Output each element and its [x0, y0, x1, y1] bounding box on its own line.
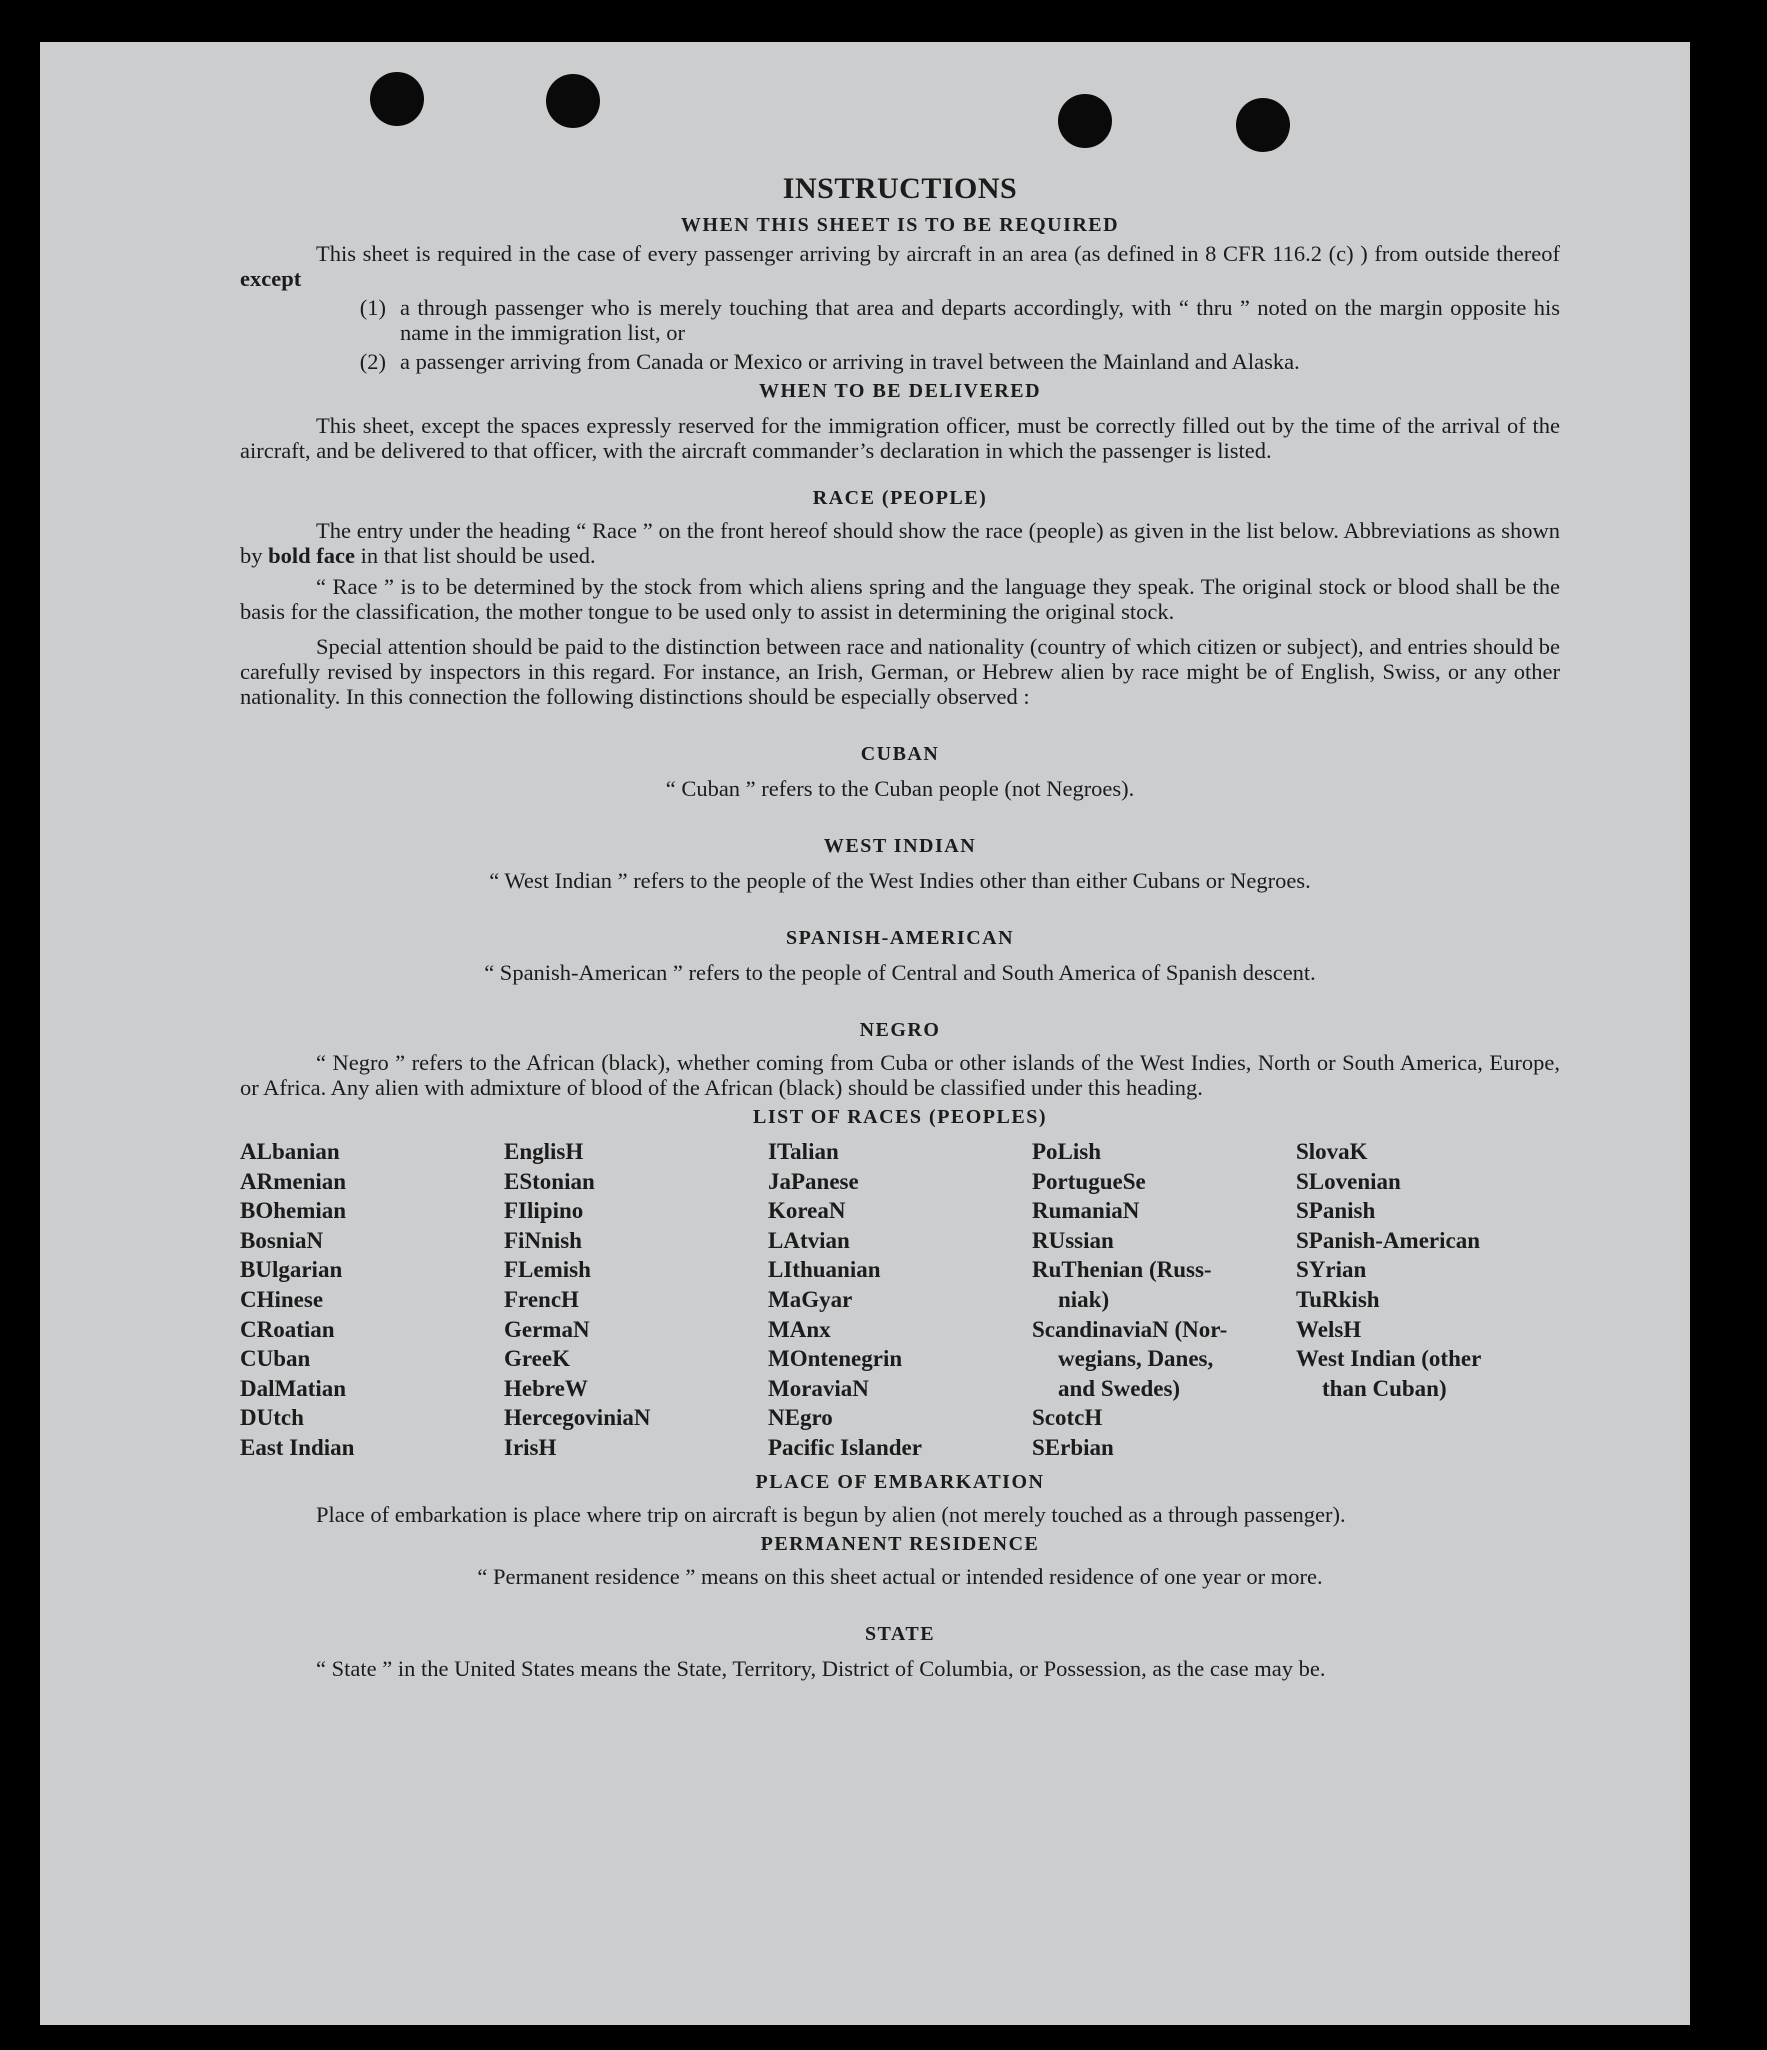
section-heading-state: STATE — [864, 1622, 936, 1645]
document-page — [40, 42, 1690, 2025]
race-entry: LIthuanian — [768, 1257, 881, 1283]
race-entry: IrisH — [504, 1434, 557, 1460]
state-text: “ State ” in the United States means the State, Territory, District of Columbia, or Possession, as the case may be. — [316, 1655, 1326, 1681]
instructions-body — [240, 172, 1560, 1685]
race-entry: DUtch — [240, 1405, 304, 1431]
exception-item-2: (2) a passenger arriving from Canada or Mexico or arriving in travel between the Mainland and Alaska. — [359, 349, 1300, 374]
section-heading-race: RACE (PEOPLE) — [812, 487, 988, 509]
race-entry: FLemish — [504, 1257, 591, 1283]
race-entry: TuRkish — [1296, 1286, 1380, 1312]
race-entry: PoLish — [1032, 1139, 1102, 1164]
race-entry: SErbian — [1032, 1434, 1114, 1460]
when-delivered-text: This sheet, except the spaces expressly reserved for the immigration officer, must be correctly filled out by the time of the arrival of the aircraft, and be delivered to that officer, with the aircraft commander’s declaration in which the passenger is listed. — [240, 413, 1560, 463]
races-column-5 — [1296, 1137, 1560, 1463]
race-entry: niak) — [1058, 1286, 1110, 1312]
race-entry: ScandinaviaN (Nor- — [1032, 1316, 1228, 1342]
west-indian-text: “ West Indian ” refers to the people of the West Indies other than either Cubans or Negroes. — [489, 868, 1311, 893]
race-entry: KoreaN — [768, 1198, 846, 1224]
race-entry: MaGyar — [768, 1286, 853, 1312]
section-heading-when-required: WHEN THIS SHEET IS TO BE REQUIRED — [680, 214, 1120, 236]
when-required-intro: This sheet is required in the case of every passenger arriving by aircraft in an area (as defined in 8 CFR 116.2 (c) ) from outside thereof except — [240, 241, 1560, 291]
race-entry: SlovaK — [1296, 1139, 1368, 1164]
section-heading-negro: NEGRO — [859, 1019, 941, 1041]
race-entry: DalMatian — [240, 1375, 347, 1401]
race-entry: LAtvian — [768, 1227, 850, 1253]
race-entry: CHinese — [240, 1286, 324, 1312]
race-entry: West Indian (other — [1296, 1346, 1482, 1372]
race-entry: MOntenegrin — [768, 1346, 903, 1372]
race-entry: ScotcH — [1032, 1405, 1103, 1431]
race-entry: SPanish — [1296, 1198, 1376, 1224]
race-entry: FiNnish — [504, 1227, 582, 1253]
exception-item-1: (1) a through passenger who is merely touching that area and departs accordingly, with “ thru ” noted on the margin opposite his name in the immigration list, or — [359, 295, 1560, 345]
race-entry: GreeK — [504, 1346, 570, 1372]
section-heading-cuban: CUBAN — [860, 743, 940, 765]
section-heading-embarkation: PLACE OF EMBARKATION — [755, 1470, 1045, 1493]
race-entry: GermaN — [504, 1316, 590, 1342]
race-entry: than Cuban) — [1322, 1375, 1447, 1401]
race-entry: ALbanian — [240, 1139, 340, 1164]
punch-hole — [1058, 94, 1112, 148]
race-entry: ARmenian — [240, 1168, 347, 1194]
race-entry: FrencH — [504, 1286, 579, 1312]
race-paragraph-1: The entry under the heading “ Race ” on the front hereof should show the race (people) as given in the list below. Abbreviations as shown by bold face in that list should be used. — [240, 518, 1560, 568]
race-entry: HercegoviniaN — [504, 1405, 651, 1431]
race-entry: EnglisH — [504, 1139, 584, 1164]
race-entry: HebreW — [504, 1375, 588, 1401]
race-entry: Pacific Islander — [768, 1434, 922, 1460]
race-entry: MoraviaN — [768, 1375, 869, 1401]
embarkation-text: Place of embarkation is place where trip on aircraft is begun by alien (not merely touched as a through passenger). — [316, 1501, 1346, 1527]
race-entry: SLovenian — [1296, 1168, 1401, 1194]
cuban-text: “ Cuban ” refers to the Cuban people (not Negroes). — [665, 776, 1135, 801]
race-entry: FIlipino — [504, 1198, 584, 1224]
race-entry: RuThenian (Russ- — [1032, 1257, 1212, 1283]
section-heading-west-indian: WEST INDIAN — [823, 835, 977, 857]
race-entry: and Swedes) — [1058, 1375, 1181, 1401]
race-entry: ITalian — [768, 1139, 839, 1164]
race-entry: BosniaN — [240, 1227, 324, 1253]
section-heading-when-delivered: WHEN TO BE DELIVERED — [758, 380, 1042, 402]
race-entry: PortugueSe — [1032, 1168, 1146, 1194]
races-column-4 — [1032, 1137, 1296, 1463]
race-entry: BUlgarian — [240, 1257, 343, 1283]
race-entry: JaPanese — [768, 1168, 859, 1194]
race-entry: BOhemian — [240, 1198, 347, 1224]
punch-hole — [546, 74, 600, 128]
list-of-races-heading: LIST OF RACES (PEOPLES) — [752, 1106, 1047, 1128]
spanish-american-text: “ Spanish-American ” refers to the people of Central and South America of Spanish descent. — [484, 960, 1316, 985]
section-heading-spanish-american: SPANISH-AMERICAN — [785, 927, 1015, 949]
negro-text: “ Negro ” refers to the African (black), whether coming from Cuba or other islands of the West Indies, North or South America, Europe, or Africa. Any alien with admixture of blood of the African (black) should be classified under this heading. — [240, 1050, 1560, 1100]
race-entry: CUban — [240, 1346, 311, 1372]
race-entry: WelsH — [1296, 1316, 1362, 1342]
race-entry: East Indian — [240, 1434, 355, 1460]
races-column-1 — [240, 1137, 504, 1463]
punch-hole — [1236, 98, 1290, 152]
race-entry: SPanish-American — [1296, 1227, 1480, 1253]
race-entry: MAnx — [768, 1316, 831, 1342]
section-heading-permanent-residence: PERMANENT RESIDENCE — [760, 1532, 1040, 1555]
races-column-2 — [504, 1137, 768, 1463]
punch-hole — [370, 72, 424, 126]
race-entry: RUssian — [1032, 1227, 1114, 1253]
race-entry: CRoatian — [240, 1316, 335, 1342]
race-entry: EStonian — [504, 1168, 595, 1194]
race-entry: wegians, Danes, — [1058, 1346, 1214, 1372]
race-paragraph-3: Special attention should be paid to the distinction between race and nationality (country of which citizen or subject), and entries should be carefully revised by inspectors in this regard. For instance, an Irish, German, or Hebrew alien by race might be of English, Swiss, or any other nationality. In this connection the following distinctions should be especially observed : — [240, 634, 1560, 709]
permanent-residence-text: “ Permanent residence ” means on this sheet actual or intended residence of one year or more. — [477, 1563, 1323, 1589]
page-title: INSTRUCTIONS — [782, 172, 1018, 205]
race-entry: SYrian — [1296, 1257, 1367, 1283]
race-entry: NEgro — [768, 1405, 833, 1431]
races-list — [240, 1137, 1560, 1463]
race-paragraph-2: “ Race ” is to be determined by the stock from which aliens spring and the language they speak. The original stock or blood shall be the basis for the classification, the mother tongue to be used only to assist in determining the original stock. — [240, 574, 1560, 624]
race-entry: RumaniaN — [1032, 1198, 1140, 1224]
races-column-3 — [768, 1137, 1032, 1463]
